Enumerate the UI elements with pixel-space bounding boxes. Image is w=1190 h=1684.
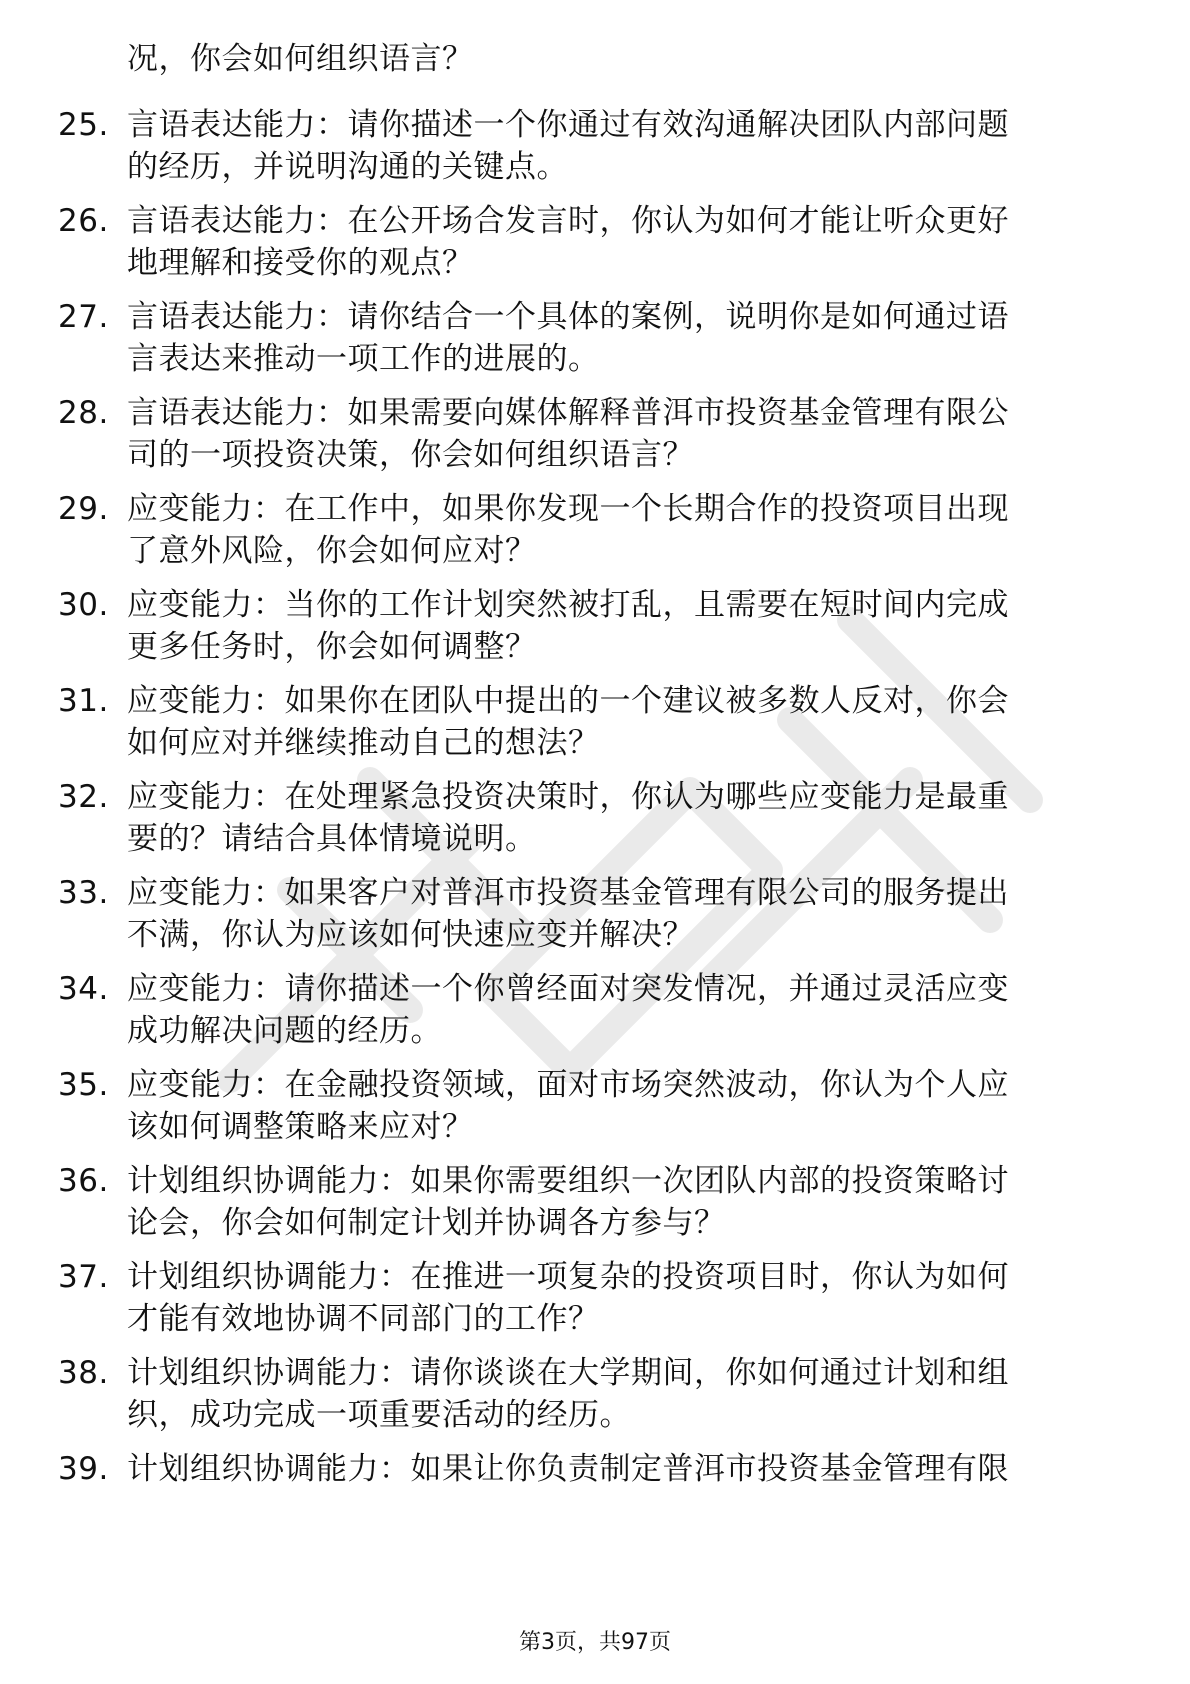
question-number: 27.	[58, 299, 109, 335]
question-line-1: 计划组织协调能力：如果你需要组织一次团队内部的投资策略讨	[127, 1163, 1009, 1199]
question-text	[127, 392, 1107, 476]
page-footer	[0, 1628, 1190, 1658]
question-line-2: 司的一项投资决策，你会如何组织语言？	[127, 437, 694, 473]
question-line-2: 言表达来推动一项工作的进展的。	[127, 341, 600, 377]
question-number: 33.	[58, 875, 109, 911]
question-number: 35.	[58, 1067, 109, 1103]
question-line-2: 成功解决问题的经历。	[127, 1013, 442, 1049]
question-line-2: 要的？请结合具体情境说明。	[127, 821, 537, 857]
question-line-1: 计划组织协调能力：在推进一项复杂的投资项目时，你认为如何	[127, 1259, 1009, 1295]
question-text	[127, 296, 1107, 380]
question-text	[127, 104, 1107, 188]
question-number: 29.	[58, 491, 109, 527]
question-text	[127, 680, 1107, 764]
question-text	[127, 968, 1107, 1052]
page-number-label: 第3页，共97页	[519, 1630, 671, 1655]
question-line-2: 了意外风险，你会如何应对？	[127, 533, 537, 569]
question-line-2: 地理解和接受你的观点？	[127, 245, 474, 281]
question-text	[127, 1256, 1107, 1340]
question-number: 28.	[58, 395, 109, 431]
continuation-line: 况，你会如何组织语言？	[127, 41, 474, 77]
question-line-1: 应变能力：如果你在团队中提出的一个建议被多数人反对，你会	[127, 683, 1009, 719]
question-line-1: 计划组织协调能力：请你谈谈在大学期间，你如何通过计划和组	[127, 1355, 1009, 1391]
question-line-1: 应变能力：在处理紧急投资决策时，你认为哪些应变能力是最重	[127, 779, 1009, 815]
question-line-1: 言语表达能力：如果需要向媒体解释普洱市投资基金管理有限公	[127, 395, 1009, 431]
question-line-1: 言语表达能力：在公开场合发言时，你认为如何才能让听众更好	[127, 203, 1009, 239]
question-text	[127, 1064, 1107, 1148]
question-text	[127, 1160, 1107, 1244]
question-number: 38.	[58, 1355, 109, 1391]
question-text	[127, 584, 1107, 668]
question-number: 36.	[58, 1163, 109, 1199]
question-number: 26.	[58, 203, 109, 239]
question-text	[127, 776, 1107, 860]
question-number: 25.	[58, 107, 109, 143]
question-number: 31.	[58, 683, 109, 719]
question-text	[127, 1352, 1107, 1436]
question-line-2: 织，成功完成一项重要活动的经历。	[127, 1397, 631, 1433]
question-line-1: 应变能力：在工作中，如果你发现一个长期合作的投资项目出现	[127, 491, 1009, 527]
question-line-1: 应变能力：请你描述一个你曾经面对突发情况，并通过灵活应变	[127, 971, 1009, 1007]
question-line-2: 该如何调整策略来应对？	[127, 1109, 474, 1145]
continuation-text	[127, 38, 1107, 80]
question-line-2: 如何应对并继续推动自己的想法？	[127, 725, 600, 761]
question-line-1: 应变能力：在金融投资领域，面对市场突然波动，你认为个人应	[127, 1067, 1009, 1103]
question-line-2: 不满，你认为应该如何快速应变并解决？	[127, 917, 694, 953]
question-line-2: 的经历，并说明沟通的关键点。	[127, 149, 568, 185]
question-number: 39.	[58, 1451, 109, 1487]
question-number: 37.	[58, 1259, 109, 1295]
question-line-2: 更多任务时，你会如何调整？	[127, 629, 537, 665]
question-line-1: 计划组织协调能力：如果让你负责制定普洱市投资基金管理有限	[127, 1451, 1009, 1487]
question-number: 34.	[58, 971, 109, 1007]
question-line-2: 论会，你会如何制定计划并协调各方参与？	[127, 1205, 726, 1241]
question-number: 32.	[58, 779, 109, 815]
question-number: 30.	[58, 587, 109, 623]
question-line-1: 应变能力：如果客户对普洱市投资基金管理有限公司的服务提出	[127, 875, 1009, 911]
question-text	[127, 200, 1107, 284]
question-text	[127, 488, 1107, 572]
question-line-2: 才能有效地协调不同部门的工作？	[127, 1301, 600, 1337]
question-line-1: 言语表达能力：请你结合一个具体的案例，说明你是如何通过语	[127, 299, 1009, 335]
question-line-1: 应变能力：当你的工作计划突然被打乱，且需要在短时间内完成	[127, 587, 1009, 623]
question-text	[127, 872, 1107, 956]
question-line-1: 言语表达能力：请你描述一个你通过有效沟通解决团队内部问题	[127, 107, 1009, 143]
question-text	[127, 1448, 1107, 1490]
